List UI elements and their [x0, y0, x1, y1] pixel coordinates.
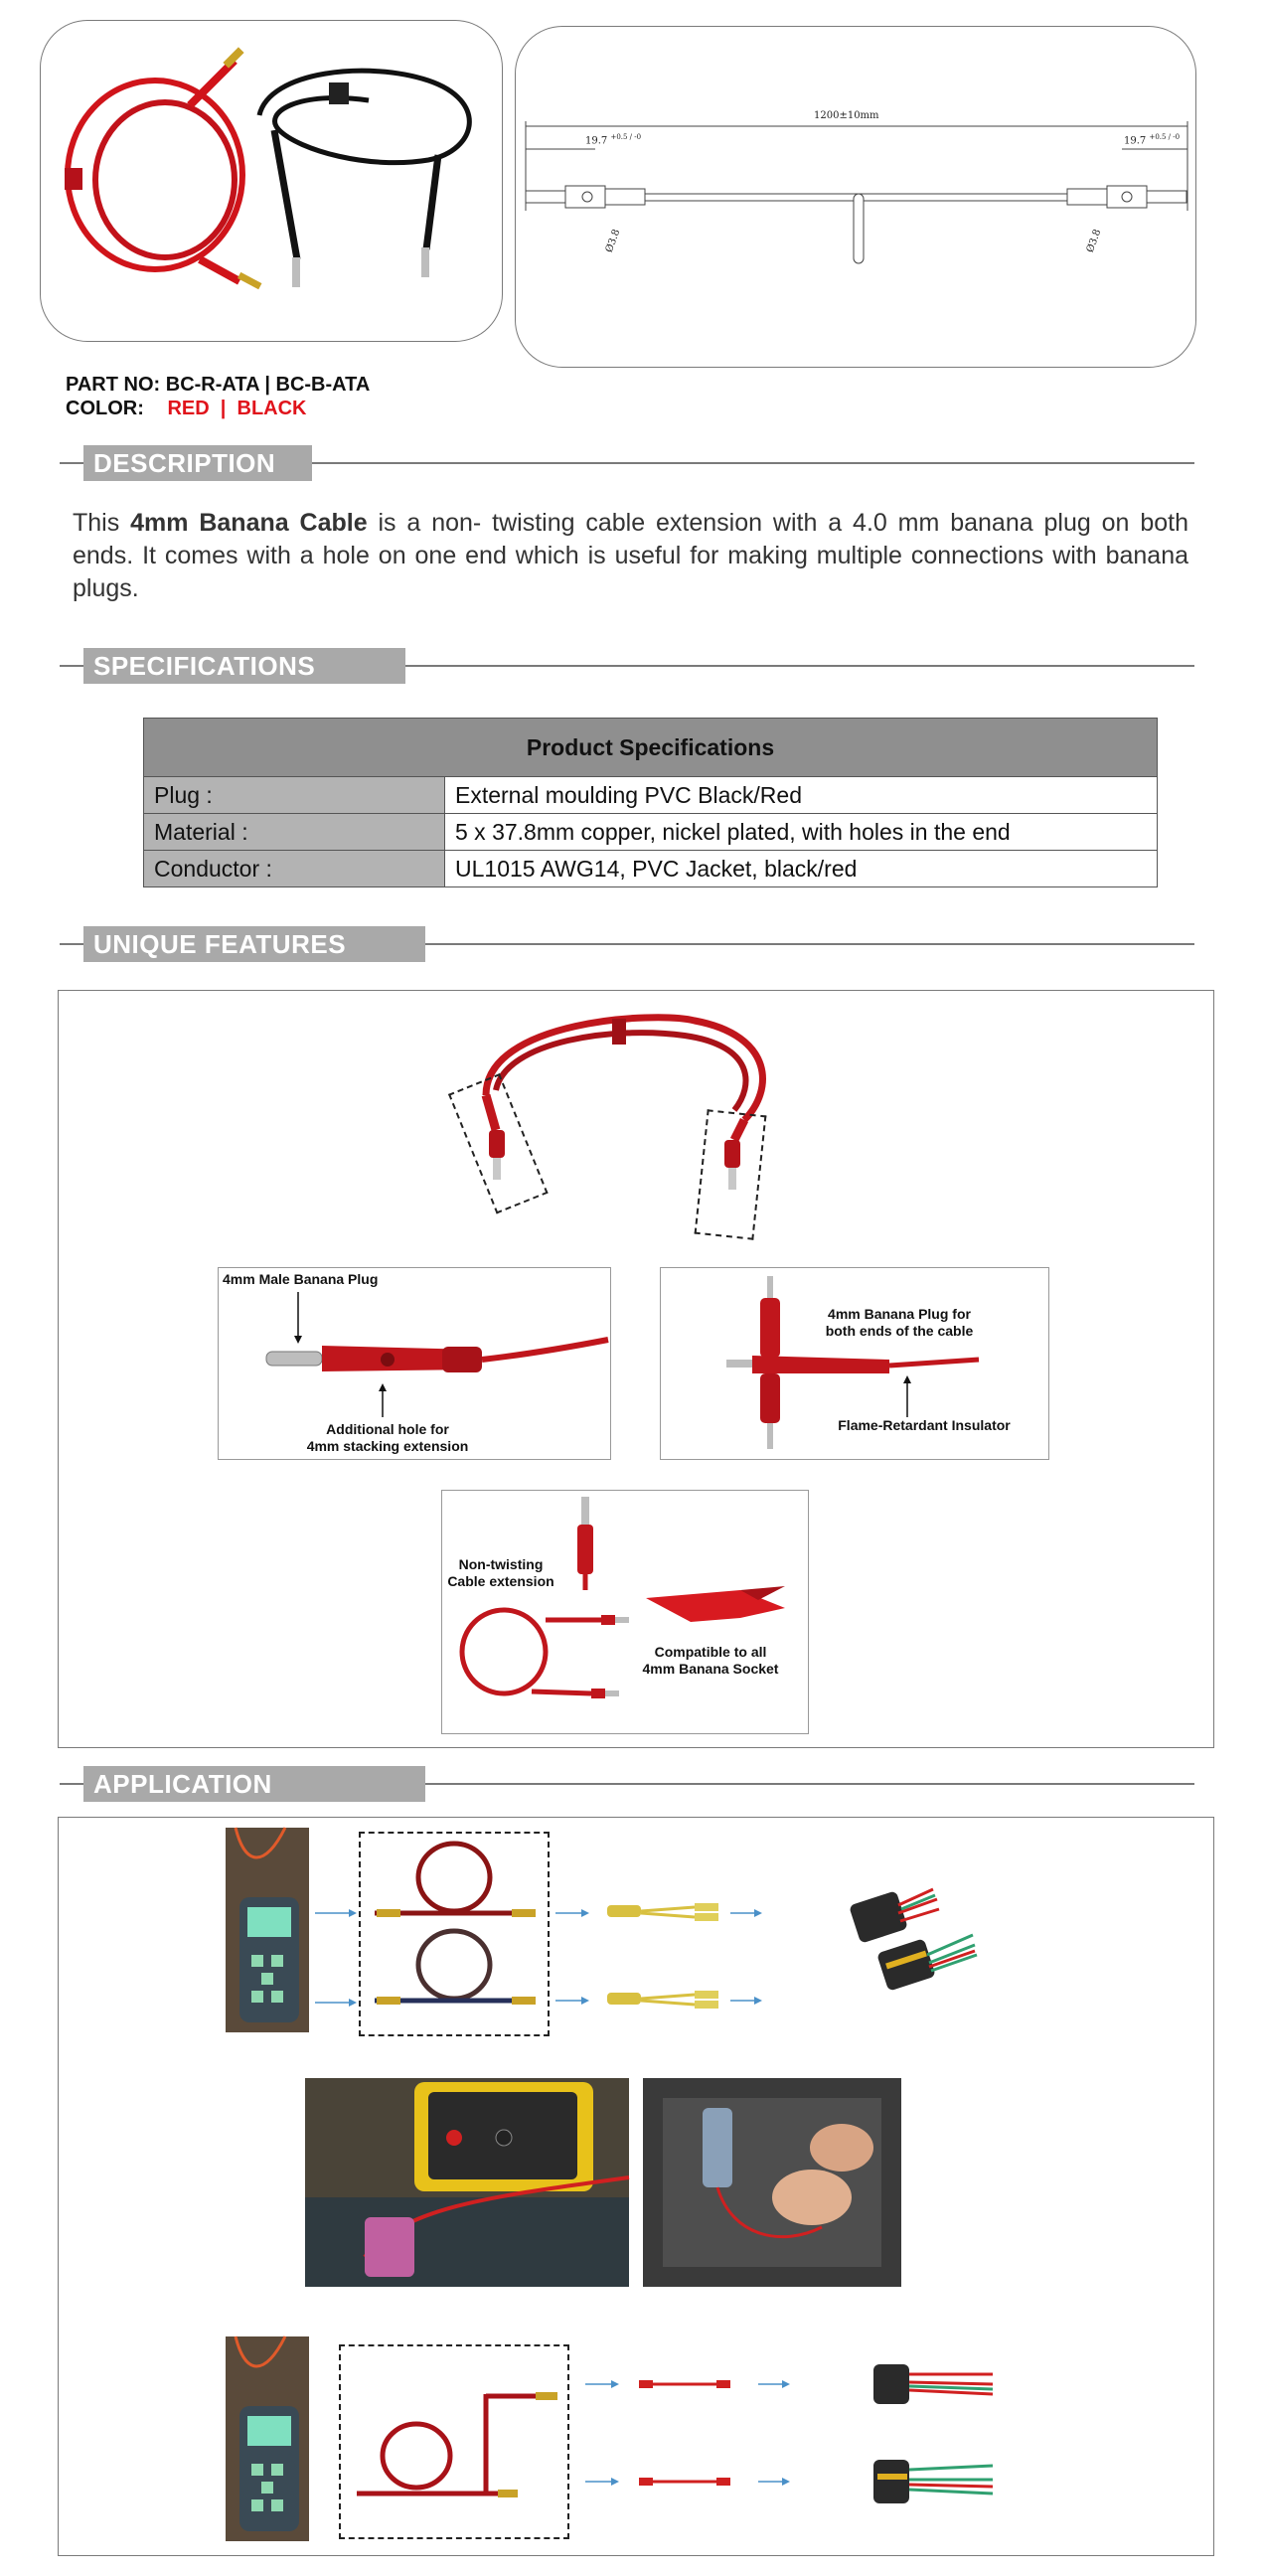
section-specifications: SPECIFICATIONS — [83, 648, 405, 684]
both-ends-line1: 4mm Banana Plug for — [828, 1306, 971, 1322]
color-label: COLOR: — [66, 398, 144, 419]
spec-value: 5 x 37.8mm copper, nickel plated, with holes in the end — [445, 814, 1158, 851]
non-twisting-photo — [442, 1491, 810, 1735]
description-text — [73, 507, 1188, 605]
description-bold: 4mm Banana Cable — [130, 509, 368, 537]
male-plug-box — [218, 1267, 611, 1460]
description-prefix: This — [73, 509, 131, 537]
non-twisting-line2: Cable extension — [447, 1573, 554, 1589]
stacking-hole-line1: Additional hole for — [326, 1421, 449, 1437]
dimension-drawing — [516, 27, 1197, 369]
spec-value: UL1015 AWG14, PVC Jacket, black/red — [445, 851, 1158, 887]
drawing-length-label: 1200±10mm — [814, 110, 879, 121]
section-unique-features: UNIQUE FEATURES — [83, 926, 425, 962]
tip-left-value: 19.7 — [585, 135, 608, 147]
spec-key: Plug : — [144, 777, 445, 814]
application-panel — [58, 1817, 1214, 2556]
compatible-line1: Compatible to all — [654, 1644, 767, 1660]
spec-value: External moulding PVC Black/Red — [445, 777, 1158, 814]
both-ends-line2: both ends of the cable — [825, 1323, 974, 1339]
part-label: PART NO: — [66, 374, 161, 396]
both-ends-box — [660, 1267, 1049, 1460]
table-row — [144, 777, 1158, 814]
spec-key: Material : — [144, 814, 445, 851]
non-twisting-caption — [446, 1556, 555, 1590]
compatible-line2: 4mm Banana Socket — [642, 1661, 779, 1677]
non-twisting-box — [441, 1490, 809, 1734]
product-photo-panel — [40, 20, 503, 342]
part-value: BC-R-ATA | BC-B-ATA — [165, 374, 371, 396]
spec-header: Product Specifications — [144, 719, 1158, 777]
compatible-caption — [627, 1644, 794, 1678]
tip-left-tolerance: +0.5 / -0 — [610, 133, 642, 141]
spec-header-row — [144, 719, 1158, 777]
non-twisting-line1: Non-twisting — [458, 1556, 544, 1572]
black-cable-photo — [41, 21, 504, 343]
application-row3-graphics — [59, 1818, 1215, 2557]
drawing-dia-right: Ø3.8 — [1084, 228, 1104, 254]
drawing-tip-left — [585, 133, 641, 146]
color-line — [66, 398, 307, 420]
stacking-hole-line2: 4mm stacking extension — [306, 1438, 469, 1454]
technical-drawing-panel — [515, 26, 1196, 368]
features-panel — [58, 990, 1214, 1748]
both-ends-caption — [800, 1306, 999, 1340]
drawing-dia-left: Ø3.8 — [603, 228, 623, 254]
tip-right-tolerance: +0.5 / -0 — [1149, 133, 1181, 141]
table-row — [144, 851, 1158, 887]
spec-key: Conductor : — [144, 851, 445, 887]
description-rest: is a non- twisting cable extension with a 4.0 mm banana plug on both ends. It comes with a hole on one end which is useful for making multiple connections with banana plugs. — [73, 509, 1188, 602]
tip-right-value: 19.7 — [1124, 135, 1147, 147]
spec-table — [143, 718, 1158, 887]
section-application: APPLICATION — [83, 1766, 425, 1802]
insulator-caption: Flame-Retardant Insulator — [838, 1417, 1011, 1433]
part-number — [66, 374, 370, 397]
table-row — [144, 814, 1158, 851]
color-value: RED | BLACK — [167, 398, 307, 419]
drawing-tip-right — [1124, 133, 1180, 146]
stacking-hole-caption — [288, 1421, 487, 1455]
male-plug-caption: 4mm Male Banana Plug — [223, 1271, 379, 1287]
section-description: DESCRIPTION — [83, 445, 312, 481]
